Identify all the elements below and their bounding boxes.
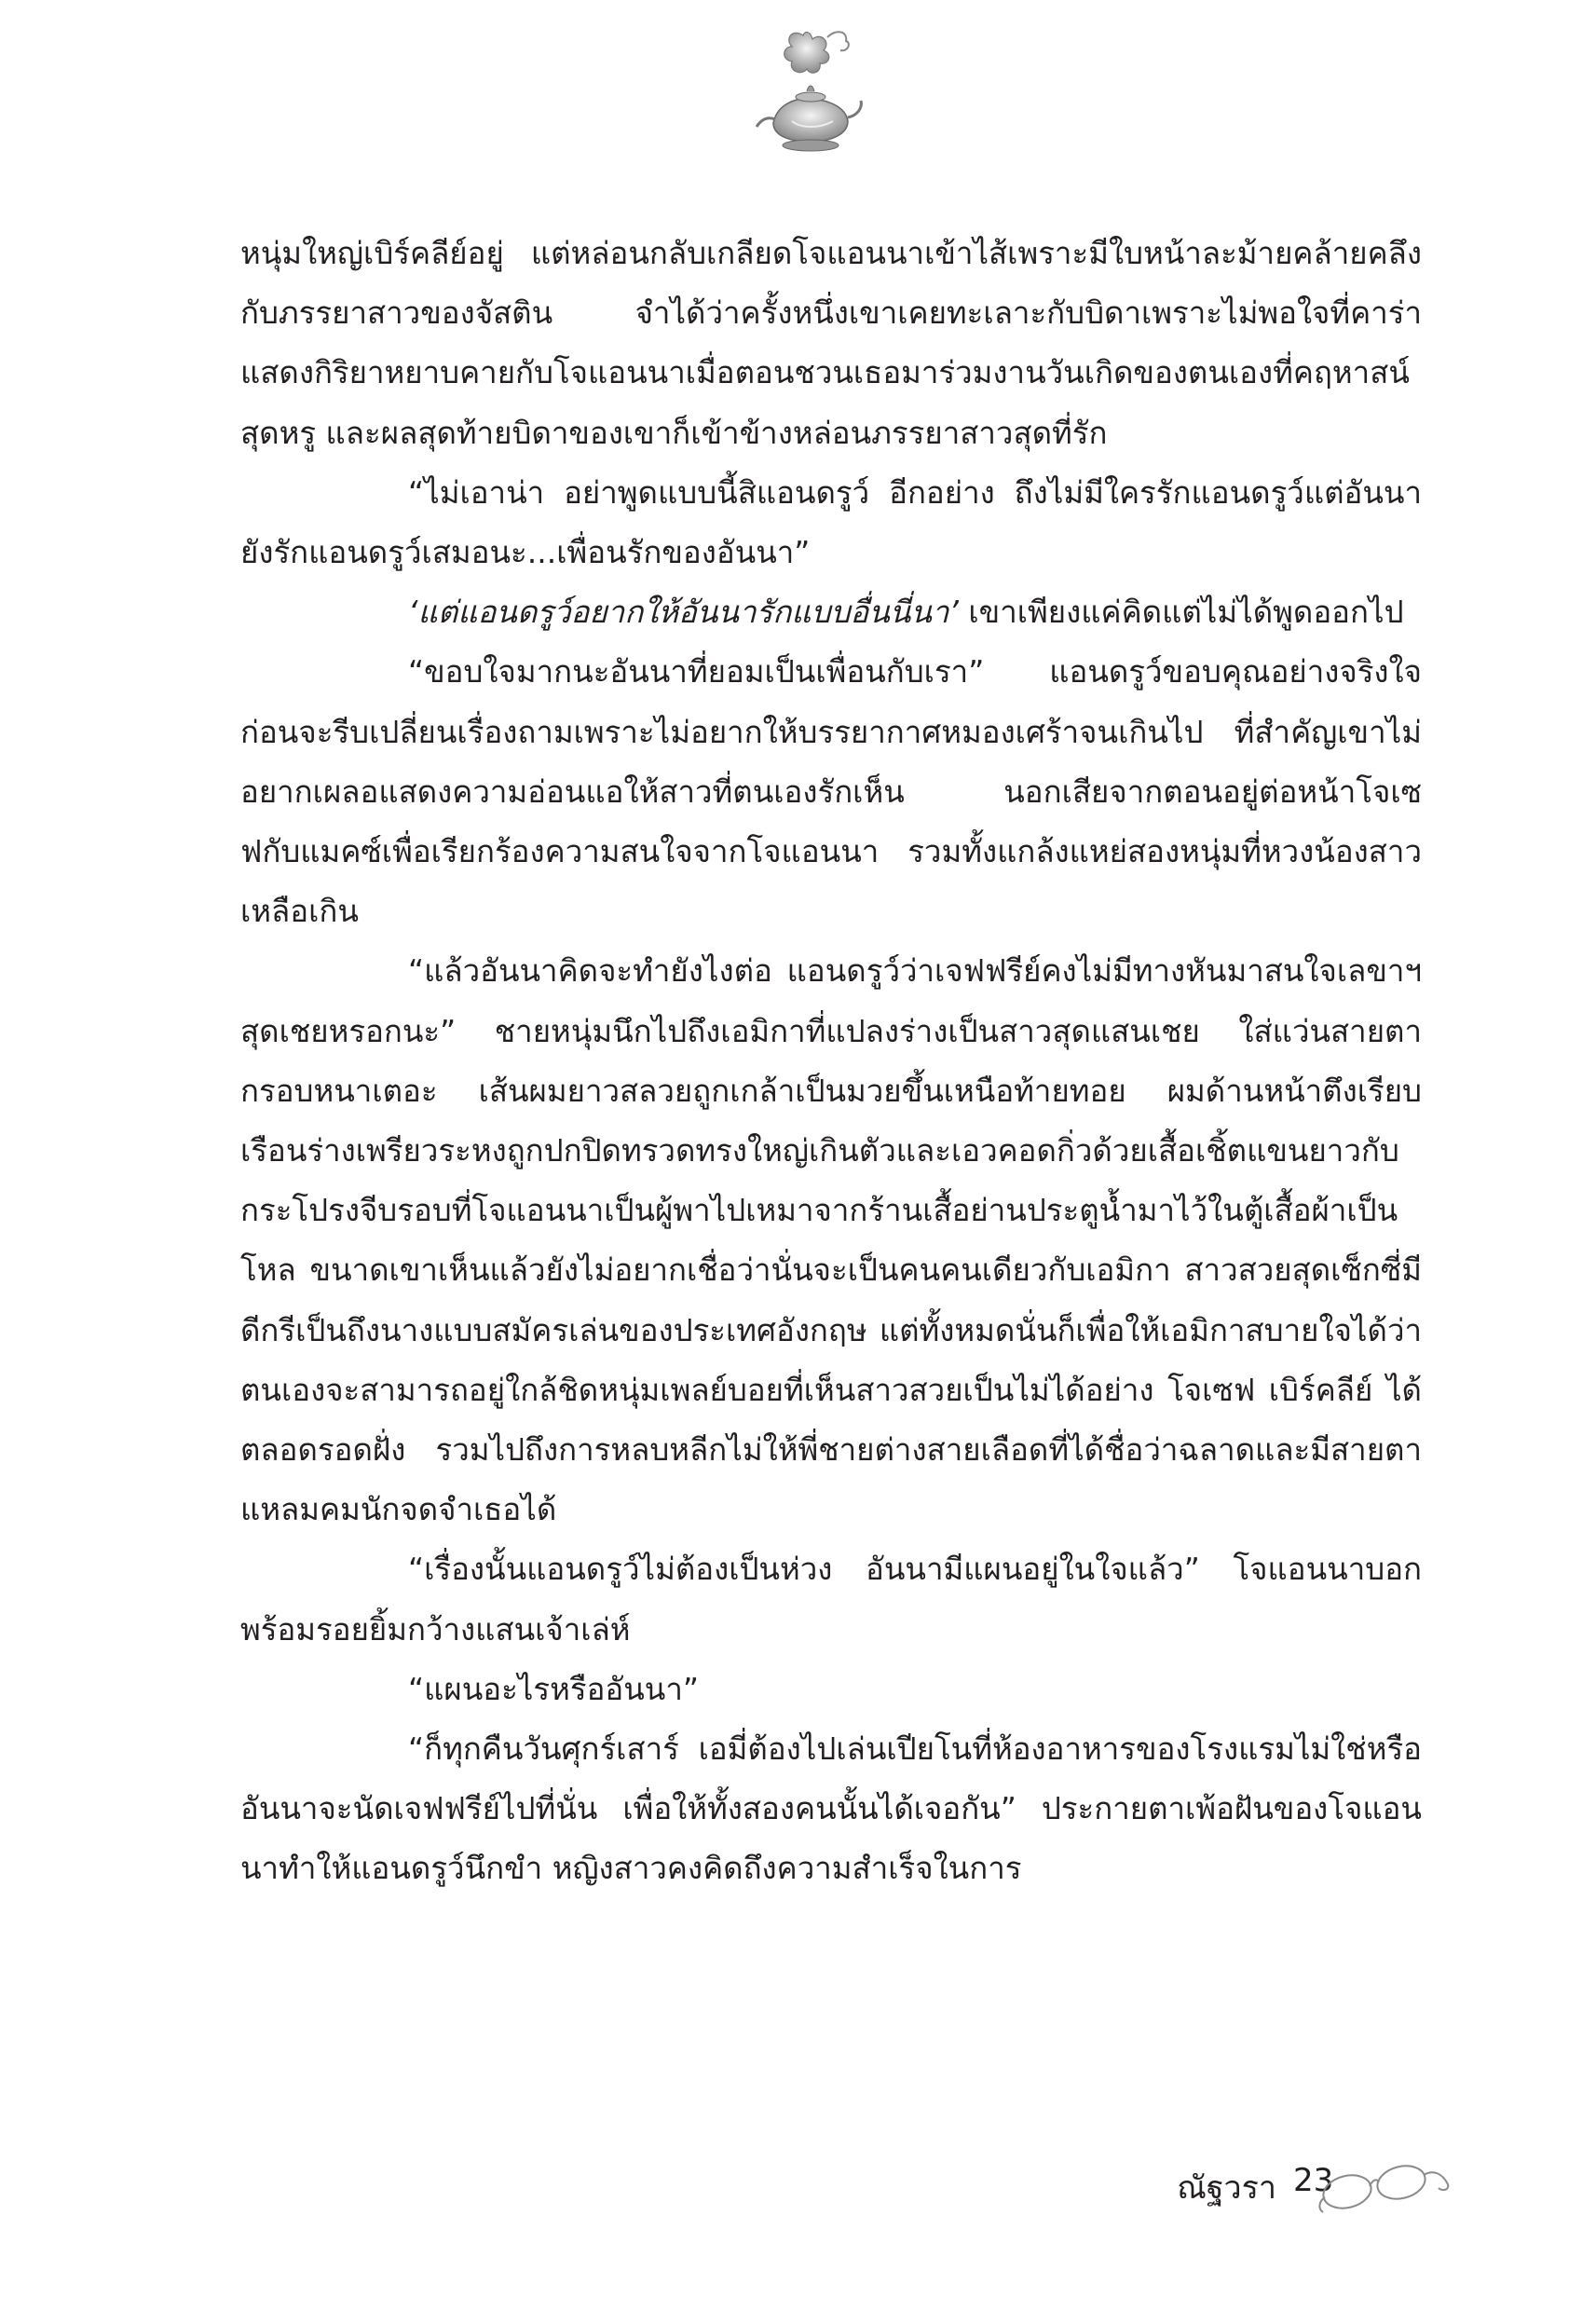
body-text (240, 224, 1422, 1899)
paragraph-7: “แผนอะไรหรืออันนา” (408, 1670, 699, 1707)
glasses-icon (1312, 2153, 1452, 2218)
paragraph-2: “ไม่เอาน่า อย่าพูดแบบนี้สิแอนดรูว์ อีกอย่าง ถึงไม่มีใครรักแอนดรูว์แต่อันนายังรักแอนดรูว์เสมอนะ...เพื่อนรักของอันนา” (240, 473, 1422, 571)
paragraph-3 (240, 582, 1422, 642)
paragraph-5: “แล้วอันนาคิดจะทำยังไงต่อ แอนดรูว์ว่าเจฟฟรีย์คงไม่มีทางหันมาสนใจเลขาฯ สุดเชยหรอกนะ” ชายหนุ่มนึกไปถึงเอมิกาที่แปลงร่างเป็นสาวสุดแสนเชย ใส่แว่นสายตากรอบหนาเตอะ เส้นผมยาวสลวยถูกเกล้าเป็นมวยขึ้นเหนือท้ายทอย ผมด้านหน้าตึงเรียบ เรือนร่างเพรียวระหงถูกปกปิดทรวดทรงใหญ่เกินตัวและเอวคอดกิ่วด้วยเสื้อเชิ้ตแขนยาวกับกระโปรงจีบรอบที่โจแอนนาเป็นผู้พาไปเหมาจากร้านเสื้อย่านประตูน้ำมาไว้ในตู้เสื้อผ้าเป็นโหล ขนาดเขาเห็นแล้วยังไม่อยากเชื่อว่านั่นจะเป็นคนคนเดียวกับเอมิกา สาวสวยสุดเซ็กซี่มีดีกรีเป็นถึงนางแบบสมัครเล่นของประเทศอังกฤษ แต่ทั้งหมดนั่นก็เพื่อให้เอมิกาสบายใจได้ว่าตนเองจะสามารถอยู่ใกล้ชิดหนุ่มเพลย์บอยที่เห็นสาวสวยเป็นไม่ได้อย่าง โจเซฟ เบิร์คลีย์ ได้ตลอดรอดฝั่ง รวมไปถึงการหลบหลีกไม่ให้พี่ชายต่างสายเลือดที่ได้ชื่อว่าฉลาดและมีสายตาแหลมคมนักจดจำเธอได้ (240, 952, 1422, 1528)
page-footer (1118, 2153, 1491, 2246)
paragraph-8: “ก็ทุกคืนวันศุกร์เสาร์ เอมี่ต้องไปเล่นเปียโนที่ห้องอาหารของโรงแรมไม่ใช่หรือ อันนาจะนัดเจฟฟรีย์ไปที่นั่น เพื่อให้ทั้งสองคนนั้นได้เจอกัน” ประกายตาเพ้อฝันของโจแอนนาทำให้แอนดรูว์นึกขำ หญิงสาวคงคิดถึงความสำเร็จในการ (240, 1730, 1422, 1887)
paragraph-1: หนุ่มใหญ่เบิร์คลีย์อยู่ แต่หล่อนกลับเกลียดโจแอนนาเข้าไส้เพราะมีใบหน้าละม้ายคล้ายคลึงกับภรรยาสาวของจัสติน จำได้ว่าครั้งหนึ่งเขาเคยทะเลาะกับบิดาเพราะไม่พอใจที่คาร่าแสดงกิริยาหยาบคายกับโจแอนนาเมื่อตอนชวนเธอมาร่วมงานวันเกิดของตนเองที่คฤหาสน์สุดหรู และผลสุดท้ายบิดาของเขาก็เข้าข้างหล่อนภรรยาสาวสุดที่รัก (240, 235, 1422, 451)
paragraph-4: “ขอบใจมากนะอันนาที่ยอมเป็นเพื่อนกับเรา” แอนดรูว์ขอบคุณอย่างจริงใจก่อนจะรีบเปลี่ยนเรื่องถามเพราะไม่อยากให้บรรยากาศหมองเศร้าจนเกินไป ที่สำคัญเขาไม่อยากเผลอแสดงความอ่อนแอให้สาวที่ตนเองรักเห็น นอกเสียจากตอนอยู่ต่อหน้าโจเซฟกับแมคซ์เพื่อเรียกร้องความสนใจจากโจแอนนา รวมทั้งแกล้งแหย่สองหนุ่มที่หวงน้องสาวเหลือเกิน (240, 653, 1422, 930)
paragraph-6: “เรื่องนั้นแอนดรูว์ไม่ต้องเป็นห่วง อันนามีแผนอยู่ในใจแล้ว” โจแอนนาบอกพร้อมรอยยิ้มกว้างแสนเจ้าเล่ห์ (240, 1551, 1422, 1648)
page-number: 23 (1293, 2162, 1334, 2199)
italic-thought: ‘แต่แอนดรูว์อยากให้อันนารักแบบอื่นนี่นา’ (408, 594, 959, 631)
author-name: ณัฐวรา (1177, 2169, 1276, 2207)
cupid-lamp-icon (755, 19, 866, 158)
paragraph-3-rest: เขาเพียงแค่คิดแต่ไม่ได้พูดออกไป (958, 594, 1404, 631)
